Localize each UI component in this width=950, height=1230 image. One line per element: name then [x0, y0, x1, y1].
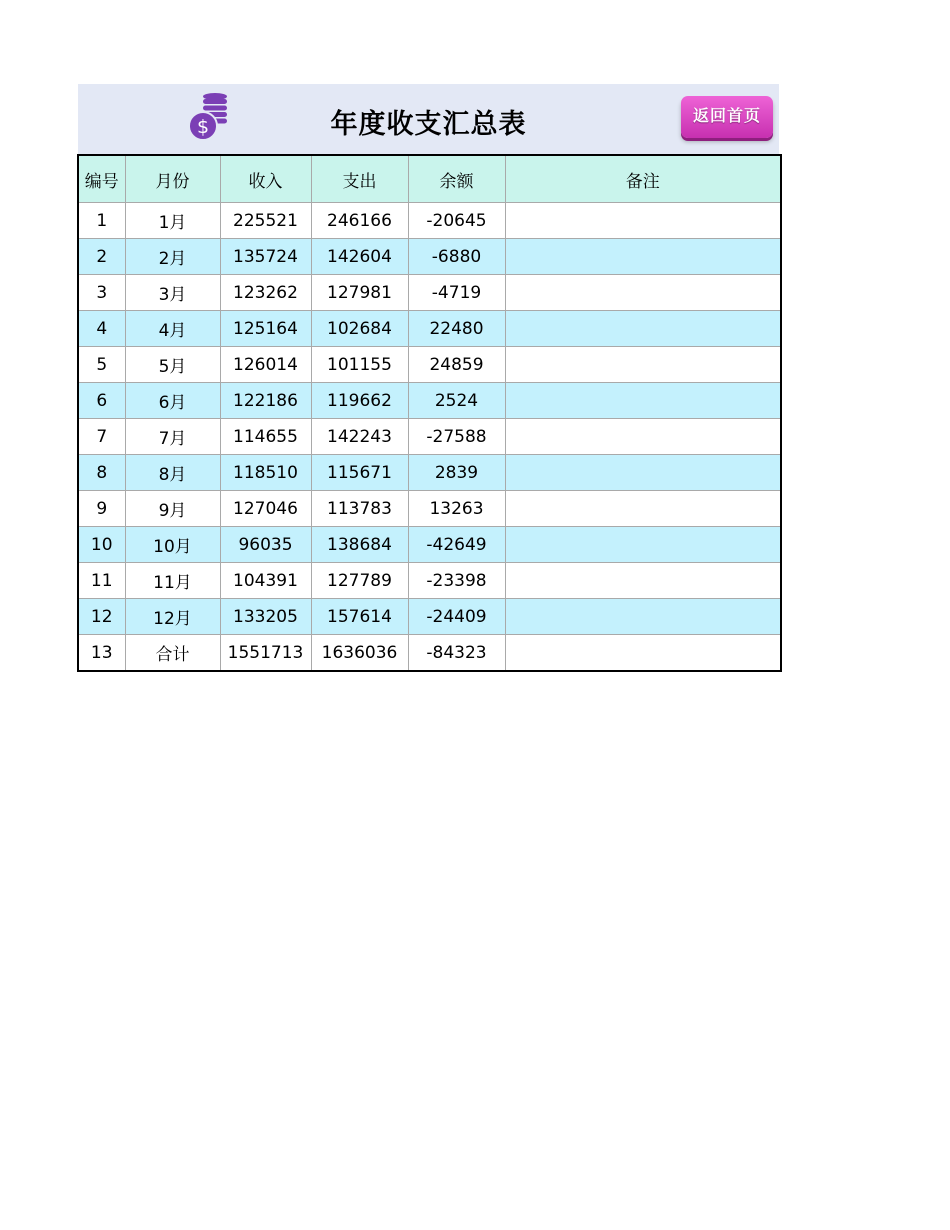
cell-balance: -24409: [408, 599, 505, 635]
cell-id: 1: [78, 203, 125, 239]
cell-month: 1月: [125, 203, 220, 239]
cell-id: 5: [78, 347, 125, 383]
table-body: [78, 203, 781, 672]
table-row: [78, 491, 781, 527]
cell-income: 118510: [220, 455, 311, 491]
cell-balance: 2839: [408, 455, 505, 491]
cell-income: 104391: [220, 563, 311, 599]
table-row: [78, 563, 781, 599]
column-header-id: 编号: [78, 155, 125, 203]
cell-month: 7月: [125, 419, 220, 455]
column-header-note: 备注: [505, 155, 781, 203]
cell-balance: -42649: [408, 527, 505, 563]
cell-month: 4月: [125, 311, 220, 347]
cell-id: 9: [78, 491, 125, 527]
cell-id: 13: [78, 635, 125, 672]
cell-month: 2月: [125, 239, 220, 275]
table-row: [78, 599, 781, 635]
cell-id: 3: [78, 275, 125, 311]
cell-income: 126014: [220, 347, 311, 383]
table-row: [78, 635, 781, 672]
cell-income: 125164: [220, 311, 311, 347]
cell-note[interactable]: [505, 203, 781, 239]
summary-table: [77, 154, 782, 672]
cell-month: 12月: [125, 599, 220, 635]
cell-expense: 1636036: [311, 635, 408, 672]
cell-expense: 142604: [311, 239, 408, 275]
cell-expense: 101155: [311, 347, 408, 383]
cell-income: 1551713: [220, 635, 311, 672]
cell-note[interactable]: [505, 383, 781, 419]
cell-balance: 2524: [408, 383, 505, 419]
cell-id: 10: [78, 527, 125, 563]
cell-note[interactable]: [505, 455, 781, 491]
cell-income: 123262: [220, 275, 311, 311]
cell-month: 9月: [125, 491, 220, 527]
cell-id: 11: [78, 563, 125, 599]
table-row: [78, 311, 781, 347]
cell-expense: 115671: [311, 455, 408, 491]
cell-balance: -23398: [408, 563, 505, 599]
cell-expense: 142243: [311, 419, 408, 455]
cell-id: 2: [78, 239, 125, 275]
title-bar: [78, 84, 779, 154]
cell-income: 133205: [220, 599, 311, 635]
table-row: [78, 239, 781, 275]
cell-month: 6月: [125, 383, 220, 419]
cell-id: 6: [78, 383, 125, 419]
table-header-row: [78, 155, 781, 203]
cell-note[interactable]: [505, 527, 781, 563]
cell-note[interactable]: [505, 563, 781, 599]
cell-balance: 13263: [408, 491, 505, 527]
column-header-balance: 余额: [408, 155, 505, 203]
cell-income: 225521: [220, 203, 311, 239]
table-row: [78, 203, 781, 239]
cell-month: 11月: [125, 563, 220, 599]
table-row: [78, 455, 781, 491]
return-home-button[interactable]: 返回首页: [681, 96, 773, 138]
cell-note[interactable]: [505, 347, 781, 383]
cell-income: 96035: [220, 527, 311, 563]
cell-note[interactable]: [505, 491, 781, 527]
column-header-income: 收入: [220, 155, 311, 203]
table-row: [78, 383, 781, 419]
cell-id: 8: [78, 455, 125, 491]
table-row: [78, 419, 781, 455]
cell-month: 合计: [125, 635, 220, 672]
cell-income: 135724: [220, 239, 311, 275]
cell-expense: 246166: [311, 203, 408, 239]
column-header-month: 月份: [125, 155, 220, 203]
cell-balance: -6880: [408, 239, 505, 275]
page-title: 年度收支汇总表: [330, 109, 527, 140]
cell-expense: 127981: [311, 275, 408, 311]
summary-sheet: [78, 84, 779, 672]
table-row: [78, 347, 781, 383]
cell-balance: -20645: [408, 203, 505, 239]
table-row: [78, 527, 781, 563]
table-row: [78, 275, 781, 311]
cell-expense: 119662: [311, 383, 408, 419]
column-header-expense: 支出: [311, 155, 408, 203]
cell-id: 7: [78, 419, 125, 455]
cell-balance: -84323: [408, 635, 505, 672]
cell-expense: 157614: [311, 599, 408, 635]
cell-month: 8月: [125, 455, 220, 491]
cell-expense: 138684: [311, 527, 408, 563]
cell-expense: 127789: [311, 563, 408, 599]
cell-balance: -27588: [408, 419, 505, 455]
cell-month: 3月: [125, 275, 220, 311]
cell-month: 10月: [125, 527, 220, 563]
svg-text:$: $: [196, 116, 210, 138]
cell-balance: 24859: [408, 347, 505, 383]
cell-id: 4: [78, 311, 125, 347]
cell-note[interactable]: [505, 311, 781, 347]
cell-expense: 102684: [311, 311, 408, 347]
cell-note[interactable]: [505, 599, 781, 635]
cell-month: 5月: [125, 347, 220, 383]
cell-income: 114655: [220, 419, 311, 455]
cell-income: 122186: [220, 383, 311, 419]
cell-note[interactable]: [505, 239, 781, 275]
cell-expense: 113783: [311, 491, 408, 527]
cell-income: 127046: [220, 491, 311, 527]
cell-note[interactable]: [505, 635, 781, 672]
cell-balance: -4719: [408, 275, 505, 311]
cell-balance: 22480: [408, 311, 505, 347]
cell-note[interactable]: [505, 275, 781, 311]
cell-note[interactable]: [505, 419, 781, 455]
cell-id: 12: [78, 599, 125, 635]
